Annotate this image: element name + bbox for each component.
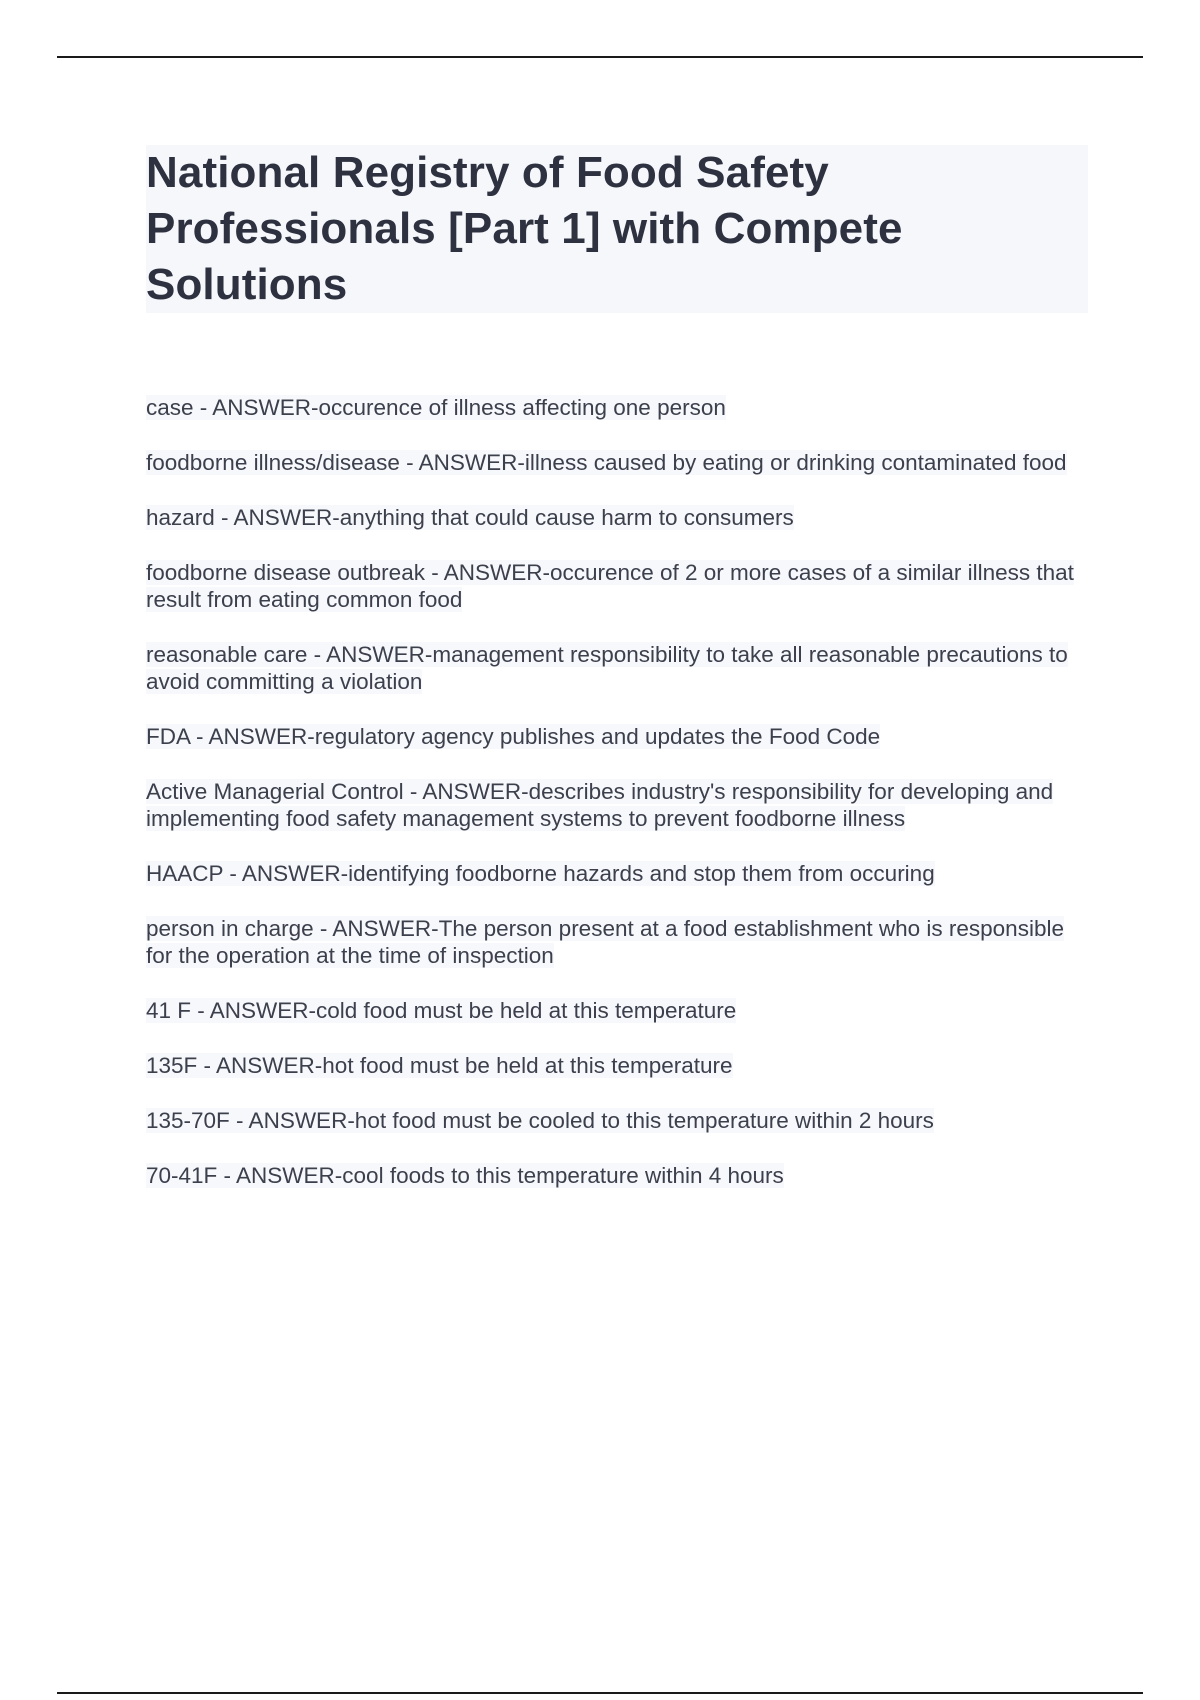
entry-text: Active Managerial Control - ANSWER-describes industry's responsibility for developing and implementing food safety management systems to prevent foodborne illness — [146, 779, 1054, 831]
list-item — [146, 449, 1096, 476]
qa-list — [146, 394, 1096, 1217]
entry-text: 70-41F - ANSWER-cool foods to this temperature within 4 hours — [146, 1163, 784, 1188]
entry-text: case - ANSWER-occurence of illness affecting one person — [146, 395, 726, 420]
list-item — [146, 778, 1096, 832]
list-item — [146, 641, 1096, 695]
list-item — [146, 1162, 1096, 1189]
entry-text: hazard - ANSWER-anything that could cause harm to consumers — [146, 505, 794, 530]
list-item — [146, 860, 1096, 887]
entry-text: reasonable care - ANSWER-management responsibility to take all reasonable precautions to avoid committing a violation — [146, 642, 1068, 694]
entry-text: person in charge - ANSWER-The person present at a food establishment who is responsible for the operation at the time of inspection — [146, 916, 1064, 968]
document-title: National Registry of Food Safety Professionals [Part 1] with Compete Solutions — [146, 148, 903, 309]
entry-text: 41 F - ANSWER-cold food must be held at this temperature — [146, 998, 737, 1023]
entry-text: HAACP - ANSWER-identifying foodborne hazards and stop them from occuring — [146, 861, 935, 886]
list-item — [146, 915, 1096, 969]
list-item — [146, 1107, 1096, 1134]
entry-text: foodborne illness/disease - ANSWER-illness caused by eating or drinking contaminated food — [146, 450, 1067, 475]
bottom-rule — [57, 1692, 1143, 1694]
list-item — [146, 723, 1096, 750]
entry-text: 135-70F - ANSWER-hot food must be cooled to this temperature within 2 hours — [146, 1108, 934, 1133]
top-rule — [57, 56, 1143, 58]
list-item — [146, 997, 1096, 1024]
entry-text: 135F - ANSWER-hot food must be held at this temperature — [146, 1053, 733, 1078]
list-item — [146, 1052, 1096, 1079]
list-item — [146, 504, 1096, 531]
list-item — [146, 394, 1096, 421]
entry-text: foodborne disease outbreak - ANSWER-occurence of 2 or more cases of a similar illness that result from eating common food — [146, 560, 1074, 612]
title-block — [146, 145, 1088, 313]
entry-text: FDA - ANSWER-regulatory agency publishes and updates the Food Code — [146, 724, 881, 749]
list-item — [146, 559, 1096, 613]
